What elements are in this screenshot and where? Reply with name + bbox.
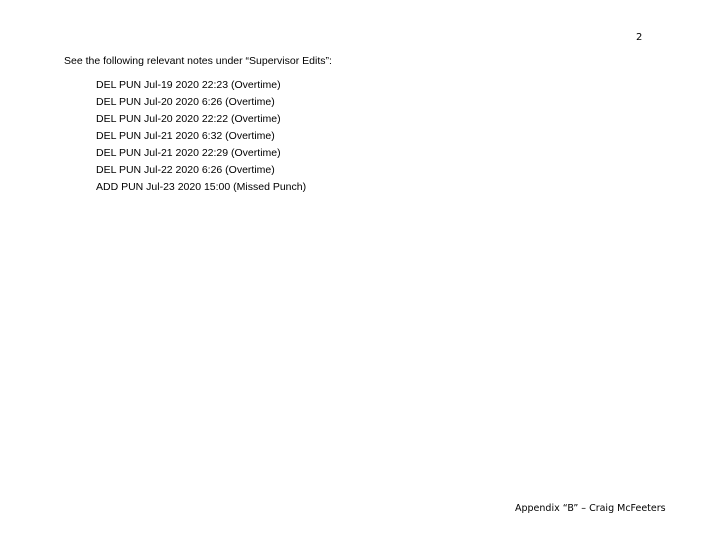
edit-entry: DEL PUN Jul-20 2020 6:26 (Overtime)	[96, 96, 275, 108]
edit-entry: DEL PUN Jul-22 2020 6:26 (Overtime)	[96, 164, 275, 176]
edit-entry: DEL PUN Jul-21 2020 6:32 (Overtime)	[96, 130, 275, 142]
edit-entry: DEL PUN Jul-21 2020 22:29 (Overtime)	[96, 147, 281, 159]
edit-entry: DEL PUN Jul-20 2020 22:22 (Overtime)	[96, 113, 281, 125]
edit-entry: DEL PUN Jul-19 2020 22:23 (Overtime)	[96, 79, 281, 91]
page-footer: Appendix “B” – Craig McFeeters	[515, 503, 666, 514]
edit-entry: ADD PUN Jul-23 2020 15:00 (Missed Punch)	[96, 181, 307, 193]
page-number: 2	[636, 32, 643, 43]
intro-paragraph: See the following relevant notes under “Supervisor Edits”:	[64, 55, 332, 67]
supervisor-edits-list	[96, 77, 306, 196]
